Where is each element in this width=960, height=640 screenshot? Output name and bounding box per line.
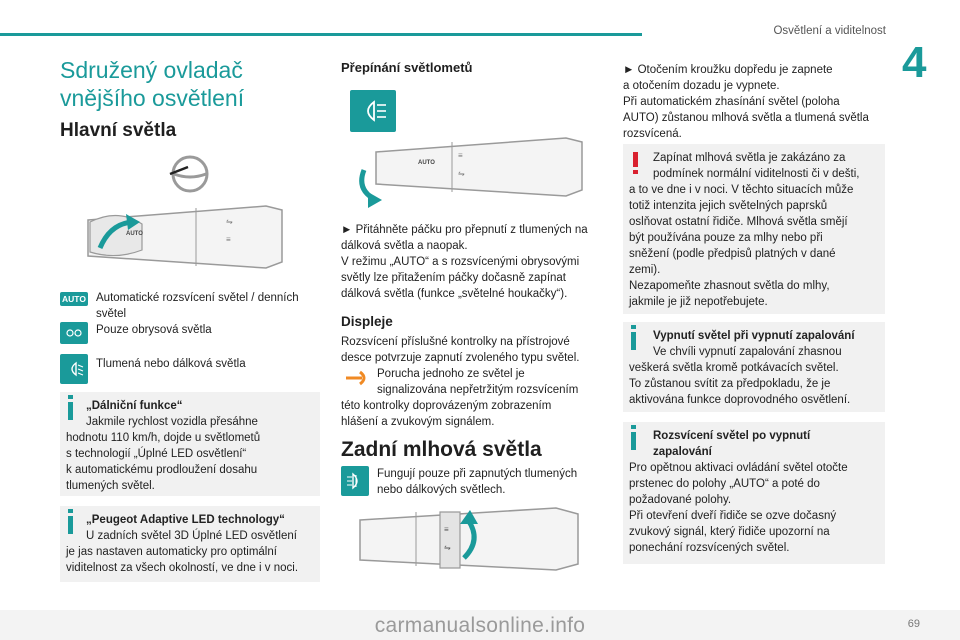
note-ignition-line1: Ve chvíli vypnutí zapalování zhasnou	[653, 346, 842, 358]
note-after-line6: ponechání rozsvícených světel.	[629, 542, 790, 554]
svg-text:⇋: ⇋	[444, 543, 451, 552]
intro-line1: ► Otočením kroužku dopředu je zapnete	[623, 64, 833, 76]
note-after-line2: prstenec do polohy „AUTO“ a poté do	[629, 478, 820, 490]
warning-line5: oslňovat ostatní řidiče. Mlhová světla smějí	[629, 216, 848, 228]
footer-watermark: carmanualsonline.info	[374, 614, 586, 637]
note-ignition-off	[623, 322, 885, 412]
section-title-line1: Sdružený ovladač	[60, 57, 243, 83]
warning-line8: zemi).	[629, 264, 661, 276]
note-highway-line5: tlumených světel.	[66, 480, 155, 492]
note-ignition-line4: aktivována funkce doprovodného osvětlení.	[629, 394, 851, 406]
svg-text:AUTO: AUTO	[418, 160, 435, 166]
high-beam-icon	[350, 90, 396, 132]
subtitle-headlights: Hlavní světla	[60, 120, 177, 141]
legend-auto-line2: světel	[96, 308, 127, 320]
steering-wheel-illustration	[168, 152, 212, 196]
ring-intro-text	[623, 62, 885, 142]
heading-rear-fog: Zadní mlhová světla	[341, 438, 542, 461]
stalk-pull-illustration	[356, 134, 604, 214]
header-title: Osvětlení a viditelnost	[773, 25, 886, 37]
fog-text	[377, 466, 603, 498]
rear-fog-icon	[341, 466, 369, 496]
intro-line5: rozsvícená.	[623, 128, 682, 140]
fault-text	[341, 366, 603, 430]
fault-line2: signalizována nepřetržitým rozsvícením	[377, 384, 579, 396]
legend-headlights: Tlumená nebo dálková světla	[96, 358, 246, 370]
switch-line5: dálková světla (funkce „světelné houkačky“).	[341, 288, 568, 300]
heading-displays: Displeje	[341, 314, 393, 329]
svg-text:⇋: ⇋	[458, 169, 465, 178]
intro-line2: a otočením dozadu je vypnete.	[623, 80, 780, 92]
heading-switching: Přepínání světlometů	[341, 60, 473, 75]
auto-icon: AUTO	[60, 292, 88, 306]
legend-auto	[96, 290, 320, 322]
note-highway-line4: k automatickému prodloužení dosahu	[66, 464, 258, 476]
warning-line10: jakmile je již nepotřebujete.	[629, 296, 768, 308]
warning-icon	[633, 152, 638, 167]
svg-text:AUTO: AUTO	[126, 231, 143, 237]
svg-text:≡: ≡	[226, 235, 231, 244]
note-after-line3: požadované polohy.	[629, 494, 732, 506]
headlights-icon	[60, 354, 88, 384]
note-adaptive-line2: je jas nastaven automaticky pro optimální	[66, 546, 277, 558]
note-adaptive-line3: viditelnost za všech okolností, ve dne i v noci.	[66, 562, 299, 574]
note-adaptive-led	[60, 506, 320, 582]
fault-line1: Porucha jednoho ze světel je	[377, 368, 525, 380]
note-after-line4: Při otevření dveří řidiče se ozve dočasný	[629, 510, 837, 522]
note-after-line5: zvukový signál, který řidiče upozorní na	[629, 526, 830, 538]
chapter-number: 4	[902, 38, 927, 87]
intro-line4: AUTO) zůstanou mlhová světla a tlumená světla	[623, 112, 869, 124]
svg-text:≡: ≡	[458, 151, 463, 160]
note-highway-title: „Dálniční funkce“	[86, 400, 183, 412]
svg-text:⇋: ⇋	[226, 217, 233, 226]
switch-line1: ► Přitáhněte páčku pro přepnutí z tlumených na	[341, 224, 588, 236]
note-after-title-line2: zapalování	[653, 446, 712, 458]
note-lights-after-ignition	[623, 422, 885, 564]
sidelights-icon	[60, 322, 88, 344]
fault-line3: této kontrolky doprovázeným zobrazením	[341, 400, 552, 412]
warning-line7: sněžení (podle předpisů platných v dané	[629, 248, 836, 260]
light-stalk-illustration	[86, 202, 322, 282]
section-title-line2: vnějšího osvětlení	[60, 85, 245, 111]
warning-line9: Nezapomeňte zhasnout světla do mlhy,	[629, 280, 830, 292]
note-highway-line1: Jakmile rychlost vozidla přesáhne	[86, 416, 258, 428]
svg-text:≡: ≡	[444, 525, 449, 534]
note-after-title-line1: Rozsvícení světel po vypnutí	[653, 430, 811, 442]
legend-auto-line1: Automatické rozsvícení světel / denních	[96, 292, 299, 304]
fog-ring-illustration	[356, 502, 604, 578]
note-adaptive-line1: U zadních světel 3D Úplné LED osvětlení	[86, 530, 297, 542]
note-after-line1: Pro opětnou aktivaci ovládání světel otočte	[629, 462, 848, 474]
switch-line2: dálková světla a naopak.	[341, 240, 468, 252]
page-number: 69	[907, 618, 920, 630]
warning-line1: Zapínat mlhová světla je zakázáno za	[653, 152, 846, 164]
fault-line4: hlášení a zvukovým signálem.	[341, 416, 495, 428]
note-ignition-title: Vypnutí světel při vypnutí zapalování	[653, 330, 855, 342]
note-ignition-line2: veškerá světla kromě potkávacích světel.	[629, 362, 839, 374]
note-highway-function	[60, 392, 320, 496]
intro-line3: Při automatickém zhasínání světel (poloha	[623, 96, 840, 108]
note-ignition-line3: To zůstanou svítit za předpokladu, že je	[629, 378, 831, 390]
warning-line2: podmínek normální viditelnosti či v dešti,	[653, 168, 860, 180]
switch-text	[341, 222, 603, 302]
legend-sidelights: Pouze obrysová světla	[96, 324, 212, 336]
section-title	[60, 56, 320, 112]
note-highway-line2: hodnotu 110 km/h, dojde u světlometů	[66, 432, 261, 444]
info-icon	[68, 516, 73, 534]
note-highway-line3: s technologií „Úplné LED osvětlení“	[66, 448, 247, 460]
warning-line4: totiž intenzita jejich světelných paprsků	[629, 200, 828, 212]
warning-line6: být používána pouze za mlhy nebo při	[629, 232, 823, 244]
fog-line1: Fungují pouze při zapnutých tlumených	[377, 468, 578, 480]
displays-line2: desce potvrzuje zapnutí zvoleného typu světel.	[341, 352, 580, 364]
displays-line1: Rozsvícení příslušné kontrolky na přístrojové	[341, 336, 570, 348]
switch-line4: světly lze přitažením páčky dočasně zapínat	[341, 272, 567, 284]
info-icon	[631, 432, 636, 450]
warning-line3: a to ve dne i v noci. V těchto situacích může	[629, 184, 854, 196]
fog-line2: nebo dálkových světlech.	[377, 484, 506, 496]
info-icon	[68, 402, 73, 420]
note-adaptive-title: „Peugeot Adaptive LED technology“	[86, 514, 285, 526]
warning-fog-lights	[623, 144, 885, 314]
info-icon	[631, 332, 636, 350]
header-rule	[0, 33, 642, 36]
switch-line3: V režimu „AUTO“ a s rozsvícenými obrysovými	[341, 256, 580, 268]
displays-text	[341, 334, 603, 366]
